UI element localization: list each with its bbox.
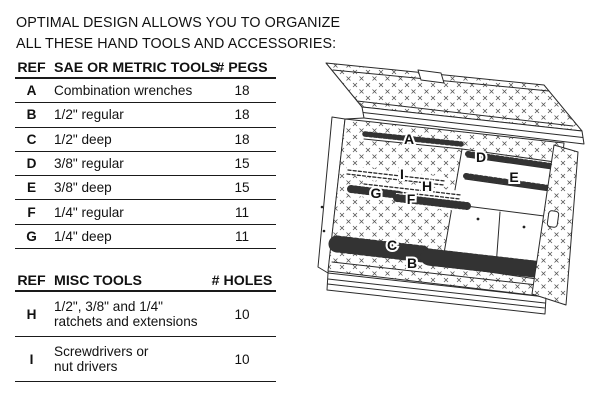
ref-cell: I bbox=[29, 351, 34, 367]
diagram-label-d: D bbox=[475, 149, 487, 165]
ref-cell: C bbox=[26, 131, 37, 147]
tool-cell: Combination wrenches bbox=[54, 83, 193, 99]
count-cell: 11 bbox=[234, 204, 250, 220]
tool-cell: 1/2" deep bbox=[54, 131, 112, 147]
tool-line1: 1/2", 3/8" and 1/4" bbox=[54, 298, 163, 314]
diagram-label-a: A bbox=[403, 131, 415, 147]
table-row bbox=[15, 79, 276, 103]
count-cell: 15 bbox=[234, 156, 250, 172]
diagram-label-e: E bbox=[509, 169, 519, 185]
misc-tools-table bbox=[15, 268, 276, 382]
ref-cell: F bbox=[27, 204, 36, 220]
diagram-label-f: F bbox=[406, 191, 416, 207]
ref-cell: G bbox=[26, 228, 37, 244]
tool-line2: ratchets and extensions bbox=[54, 314, 198, 329]
table-header bbox=[15, 55, 276, 79]
header-tools: SAE OR METRIC TOOLS bbox=[54, 60, 220, 76]
toolbox-illustration bbox=[312, 55, 600, 355]
count-cell: 10 bbox=[234, 351, 250, 367]
page-title bbox=[16, 13, 340, 55]
header-holes: # HOLES bbox=[211, 273, 273, 289]
count-cell: 18 bbox=[234, 83, 250, 99]
header-pegs: # PEGS bbox=[216, 60, 268, 76]
tool-line2: nut drivers bbox=[54, 359, 118, 374]
tool-cell bbox=[48, 299, 208, 330]
table-row bbox=[15, 225, 276, 249]
count-cell: 15 bbox=[234, 180, 250, 196]
diagram-label-h: H bbox=[421, 178, 433, 194]
page-title-line2: ALL THESE HAND TOOLS AND ACCESSORIES: bbox=[16, 36, 337, 52]
ref-cell: A bbox=[26, 83, 37, 99]
count-cell: 18 bbox=[234, 131, 250, 147]
ref-cell: B bbox=[26, 107, 37, 123]
header-ref: REF bbox=[17, 60, 46, 76]
tool-line1: Screwdrivers or bbox=[54, 343, 149, 359]
tool-cell: 1/2" regular bbox=[54, 107, 124, 123]
header-tools: MISC TOOLS bbox=[54, 273, 143, 289]
tool-cell: 1/4" regular bbox=[54, 204, 124, 220]
table-row bbox=[15, 152, 276, 176]
table-row bbox=[15, 176, 276, 200]
diagram-label-b: B bbox=[406, 255, 418, 271]
tool-cell: 1/4" deep bbox=[54, 228, 112, 244]
page-title-line1: OPTIMAL DESIGN ALLOWS YOU TO ORGANIZE bbox=[16, 15, 341, 31]
tool-cell: 3/8" regular bbox=[54, 156, 124, 172]
table-row bbox=[15, 128, 276, 152]
count-cell: 10 bbox=[234, 306, 250, 322]
ref-cell: E bbox=[26, 180, 37, 196]
header-ref: REF bbox=[17, 273, 46, 289]
count-cell: 11 bbox=[234, 228, 250, 244]
table-row bbox=[15, 103, 276, 127]
sae-metric-tools-table bbox=[15, 55, 276, 249]
table-row bbox=[15, 200, 276, 224]
ref-cell: D bbox=[26, 156, 37, 172]
table-header bbox=[15, 268, 276, 292]
tool-cell bbox=[48, 344, 208, 375]
table-row bbox=[15, 337, 276, 382]
count-cell: 18 bbox=[234, 107, 250, 123]
ref-cell: H bbox=[26, 306, 37, 322]
diagram-label-g: G bbox=[370, 185, 382, 201]
table-row bbox=[15, 292, 276, 337]
tool-cell: 3/8" deep bbox=[54, 180, 112, 196]
diagram-label-c: C bbox=[386, 237, 398, 253]
diagram-label-i: I bbox=[400, 166, 404, 182]
